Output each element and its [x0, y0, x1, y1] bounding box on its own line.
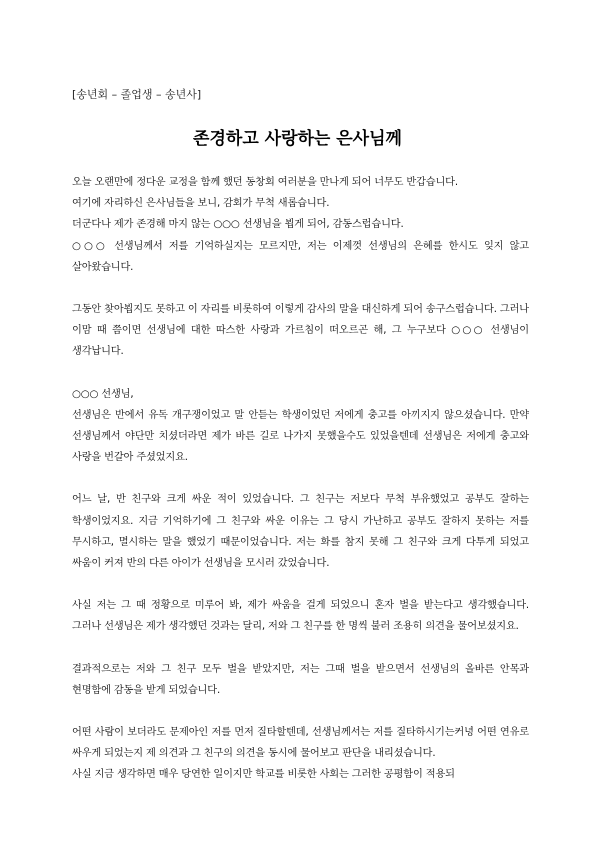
body-paragraph: 사실 지금 생각하면 매우 당연한 일이지만 학교를 비롯한 사회는 그러한 공평함이 적용되 — [72, 769, 455, 781]
body-paragraph: 그동안 찾아뵙지도 못하고 이 자리를 비롯하여 이렇게 감사의 말을 대신하게 되어 송구스럽습니다. 그러나 이맘 때 쯤이면 선생님에 대한 따스한 사랑과 가르침이 떠오르곤 해, 그 누구보다 ○○○ 선생님이 생각납니다. — [72, 304, 529, 358]
body-paragraph: 선생님은 반에서 유독 개구쟁이었고 말 안듣는 학생이었던 저에게 충고를 아끼지지 않으셨습니다. 만약 선생님께서 야단만 치셨더라면 제가 바른 길로 나가지 못했을수도 있었을텐데 선생님은 저에게 충고와 사랑을 번갈아 주셨었지요. — [72, 409, 529, 464]
body-paragraph: 여기에 자리하신 은사님들을 보니, 감회가 무척 새롭습니다. — [72, 198, 330, 210]
body-paragraph: 사실 저는 그 때 정황으로 미루어 봐, 제가 싸움을 걸게 되었으니 혼자 벌을 받는다고 생각했습니다. 그러나 선생님은 제가 생각했던 것과는 달리, 저와 그 친구를 한 명씩 불러 조용히 의견을 물어보셨지요. — [72, 600, 529, 633]
body-paragraph: ○○○ 선생님께서 저를 기억하실지는 모르지만, 저는 이제껏 선생님의 은혜를 한시도 잊지 않고 살아왔습니다. — [72, 240, 529, 273]
body-paragraph: 더군다나 제가 존경해 마지 않는 ○○○ 선생님을 뵙게 되어, 감동스럽습니다. — [72, 219, 404, 231]
body-paragraph: 어떤 사람이 보더라도 문제아인 저를 먼저 질타할텐데, 선생님께서는 저를 질타하시기는커녕 어떤 연유로 싸우게 되었는지 제 의견과 그 친구의 의견을 동시에 물어보고 판단을 내리셨습니다. — [72, 727, 529, 760]
document-category: [송년회 – 졸업생 – 송년사] — [72, 88, 202, 101]
document-body — [72, 172, 529, 786]
body-paragraph: 어느 날, 반 친구와 크게 싸운 적이 있었습니다. 그 친구는 저보다 무척 부유했었고 공부도 잘하는 학생이었지요. 지금 기억하기에 그 친구와 싸운 이유는 그 당시 가난하고 공부도 잘하지 못하는 저를 무시하고, 멸시하는 말을 했었기 때문이었습니다. 저는 화를 참지 못해 그 친구와 크게 다투게 되었고 싸움이 커져 반의 다른 아이가 선생님을 모시러 갔었습니다. — [72, 494, 529, 570]
document-title: 존경하고 사랑하는 은사님께 — [193, 129, 402, 149]
body-paragraph: 오늘 오랜만에 정다운 교정을 함께 했던 동창회 여러분을 만나게 되어 너무도 반갑습니다. — [72, 177, 458, 188]
body-paragraph: ○○○ 선생님, — [72, 388, 134, 400]
body-paragraph: 결과적으로는 저와 그 친구 모두 벌을 받았지만, 저는 그때 벌을 받으면서 선생님의 올바른 안목과 현명함에 감동을 받게 되었습니다. — [72, 663, 529, 696]
